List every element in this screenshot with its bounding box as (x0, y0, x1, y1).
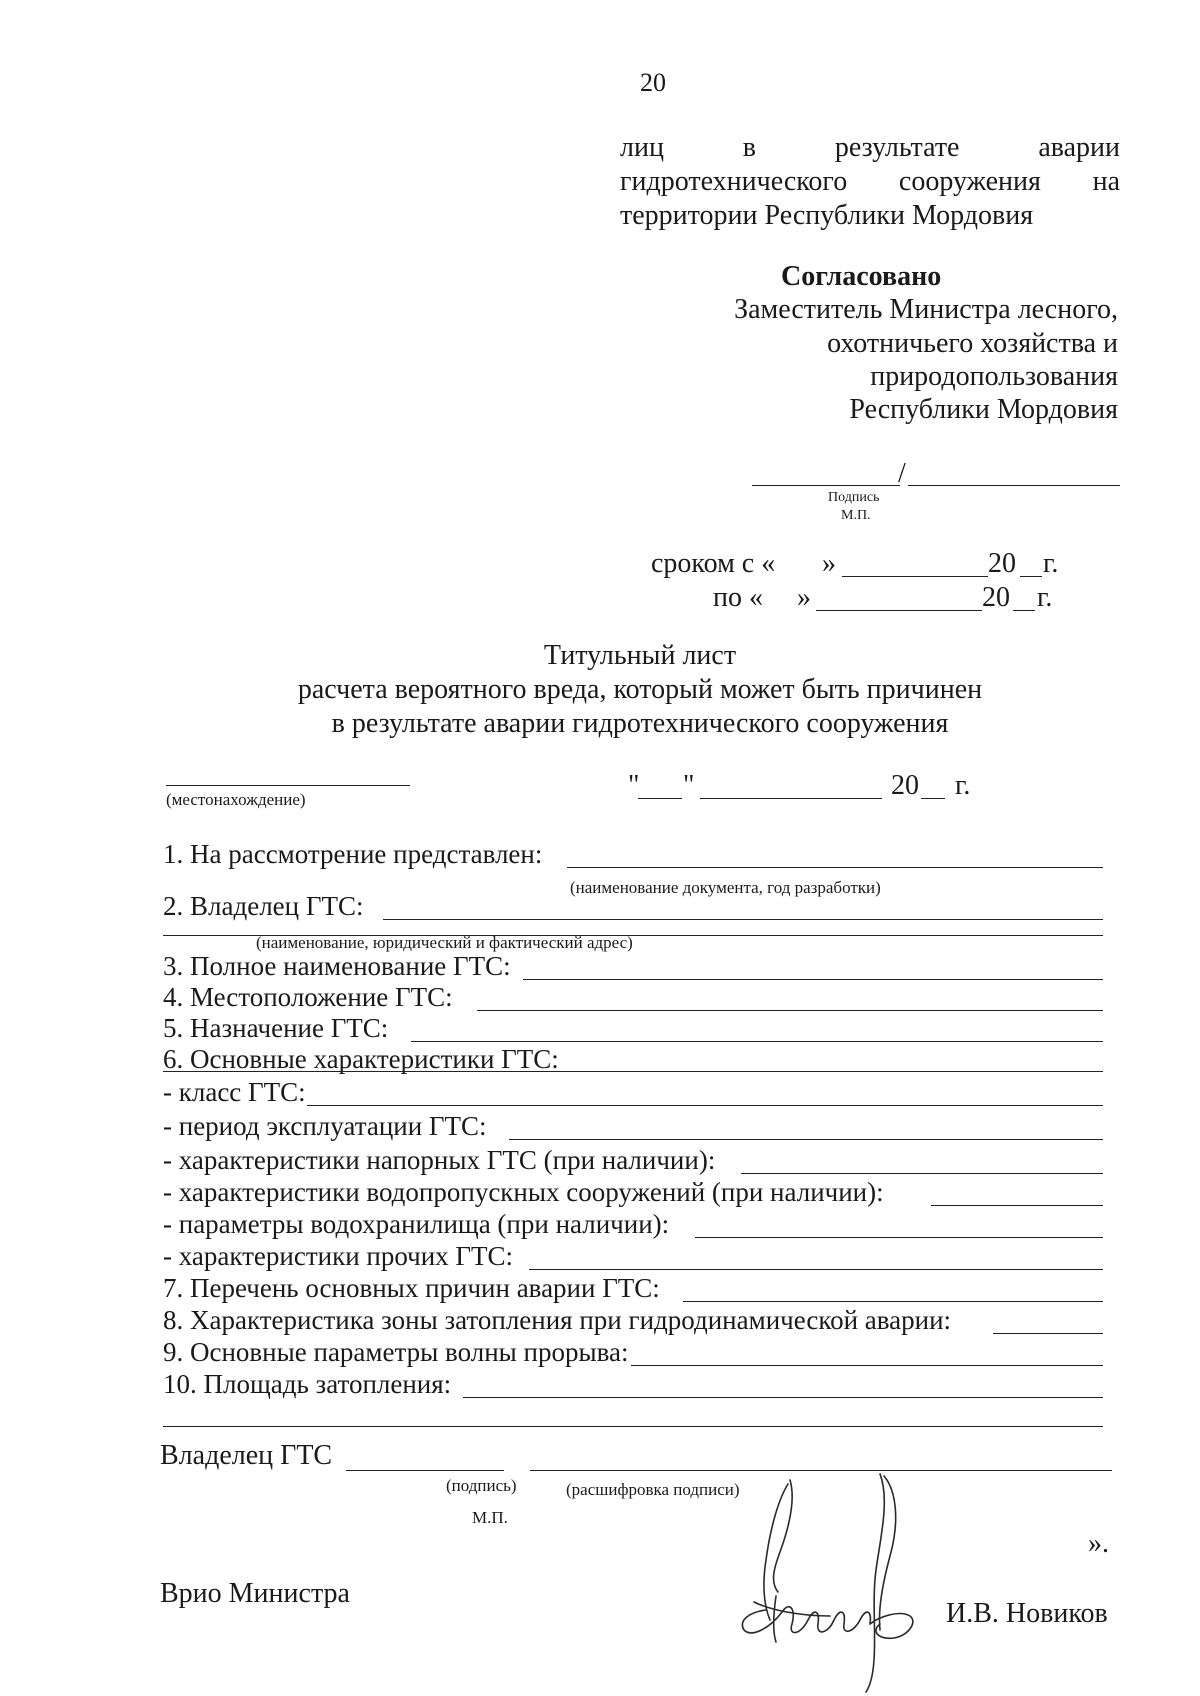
field-full-name (163, 950, 1103, 984)
field-label: 4. Местоположение ГТС: (163, 982, 453, 1012)
title-line-2: расчета вероятного вреда, который может быть причинен (297, 674, 983, 705)
field-fill-line (529, 1269, 1103, 1270)
field-fill-line (741, 1173, 1103, 1174)
appendix-word: гидротехнического (620, 166, 848, 197)
term-to-year-line (1013, 610, 1035, 611)
date-quote-open: " (628, 770, 640, 801)
field-fill-line (477, 1010, 1103, 1011)
field-fill-line (695, 1237, 1103, 1238)
approval-stamp: М.П. (841, 508, 871, 523)
approval-line-1: Заместитель Министра лесного, (734, 294, 1118, 325)
field-label: 2. Владелец ГТС: (163, 891, 364, 921)
field-fill-line (931, 1205, 1103, 1206)
field-purpose (163, 1012, 1103, 1046)
field-label: - характеристики водопропускных сооружений (при наличии): (163, 1177, 884, 1207)
term-to-year: 20 (982, 582, 1010, 613)
field-fill-line (567, 867, 1103, 868)
field-label: 9. Основные параметры волны прорыва: (163, 1337, 629, 1367)
owner-sign-label: Владелец ГТС (160, 1440, 333, 1471)
signatory-position: Врио Министра (160, 1578, 350, 1609)
field-spillway (163, 1176, 1103, 1210)
owner-decoding-caption: (расшифровка подписи) (566, 1480, 740, 1499)
term-from-line (842, 576, 988, 577)
page-number: 20 (640, 68, 666, 97)
title-line-3: в результате аварии гидротехнического сооружения (331, 708, 949, 739)
field-fill-line (383, 919, 1103, 920)
term-from-close: » (822, 548, 836, 579)
closing-quote: ». (1088, 1528, 1109, 1559)
field-label: - характеристики прочих ГТС: (163, 1241, 514, 1271)
term-from-suffix: г. (1043, 548, 1059, 579)
approval-line-2: охотничьего хозяйства и (827, 328, 1118, 359)
field-label: 5. Назначение ГТС: (163, 1013, 389, 1043)
field-caption: (наименование, юридический и фактический адрес) (256, 933, 633, 952)
field-flood-area (163, 1368, 1103, 1402)
approval-name-line (908, 485, 1120, 486)
approval-signature-caption: Подпись (828, 490, 880, 505)
location-caption: (местонахождение) (166, 790, 306, 809)
term-to-line (816, 610, 982, 611)
handwritten-signature (730, 1460, 930, 1696)
term-from-label: сроком с « (651, 548, 776, 579)
field-fill-line (523, 979, 1103, 980)
field-location (163, 981, 1103, 1015)
appendix-line-1 (620, 132, 1120, 164)
date-year-prefix: 20 (891, 770, 919, 801)
field-fill-line (631, 1365, 1103, 1366)
field-label: 3. Полное наименование ГТС: (163, 951, 511, 981)
field-causes (163, 1272, 1103, 1306)
approval-line-3: природопользования (870, 361, 1118, 392)
field-wave (163, 1336, 1103, 1370)
appendix-word: сооружения (898, 166, 1041, 197)
field-label: - период эксплуатации ГТС: (163, 1111, 487, 1141)
approval-heading: Согласовано (781, 261, 942, 292)
term-to-label: по « (713, 582, 763, 613)
title-line-1: Титульный лист (543, 640, 737, 671)
field-reservoir (163, 1208, 1103, 1242)
appendix-word: аварии (1038, 132, 1120, 163)
owner-signature-caption: (подпись) (446, 1476, 517, 1495)
term-from-year-line (1020, 576, 1042, 577)
field-flood-zone (163, 1304, 1103, 1338)
term-to-close: » (797, 582, 811, 613)
field-fill-line (411, 1041, 1103, 1042)
field-label: - класс ГТС: (163, 1077, 306, 1107)
appendix-line-2 (620, 166, 1120, 198)
signatory-name: И.В. Новиков (946, 1598, 1108, 1629)
field-label: 8. Характеристика зоны затопления при гидродинамической аварии: (163, 1305, 952, 1335)
field-fill-line (463, 1397, 1103, 1398)
appendix-line-3: территории Республики Мордовия (620, 200, 1034, 231)
field-fill-line (683, 1301, 1103, 1302)
field-label: 6. Основные характеристики ГТС: (163, 1044, 559, 1074)
date-year-suffix: г. (955, 770, 971, 801)
field-fill-line (993, 1333, 1103, 1334)
field-characteristics (163, 1043, 1103, 1077)
field-fill-line (509, 1139, 1103, 1140)
field-label: 1. На рассмотрение представлен: (163, 839, 543, 869)
date-quote-close: " (683, 770, 695, 801)
location-line (166, 785, 410, 786)
field-label: 10. Площадь затопления: (163, 1369, 452, 1399)
appendix-word: результате (834, 132, 960, 163)
field-flood-area-extra-line (163, 1426, 1103, 1427)
appendix-word: лиц (620, 132, 664, 163)
field-period (163, 1110, 1103, 1144)
approval-line-4: Республики Мордовия (849, 394, 1118, 425)
field-caption: (наименование документа, год разработки) (570, 878, 881, 897)
field-fill-line (307, 1105, 1103, 1106)
field-other (163, 1240, 1103, 1274)
term-to-suffix: г. (1037, 582, 1053, 613)
owner-signature-line (346, 1470, 504, 1471)
field-class (163, 1076, 1103, 1110)
term-from-year: 20 (988, 548, 1016, 579)
field-label: 7. Перечень основных причин аварии ГТС: (163, 1273, 660, 1303)
field-label: - характеристики напорных ГТС (при наличии): (163, 1145, 716, 1175)
appendix-word: в (742, 132, 757, 163)
approval-signature-line (752, 485, 900, 486)
date-day-line (638, 798, 682, 799)
field-owner (163, 890, 1103, 924)
date-year-line (921, 798, 945, 799)
field-label: - параметры водохранилища (при наличии): (163, 1209, 670, 1239)
field-pressure (163, 1144, 1103, 1178)
date-month-line (700, 798, 882, 799)
owner-stamp: М.П. (472, 1508, 508, 1527)
field-submitted (163, 838, 1103, 872)
approval-slash: / (898, 458, 906, 489)
appendix-word: на (1092, 166, 1120, 197)
